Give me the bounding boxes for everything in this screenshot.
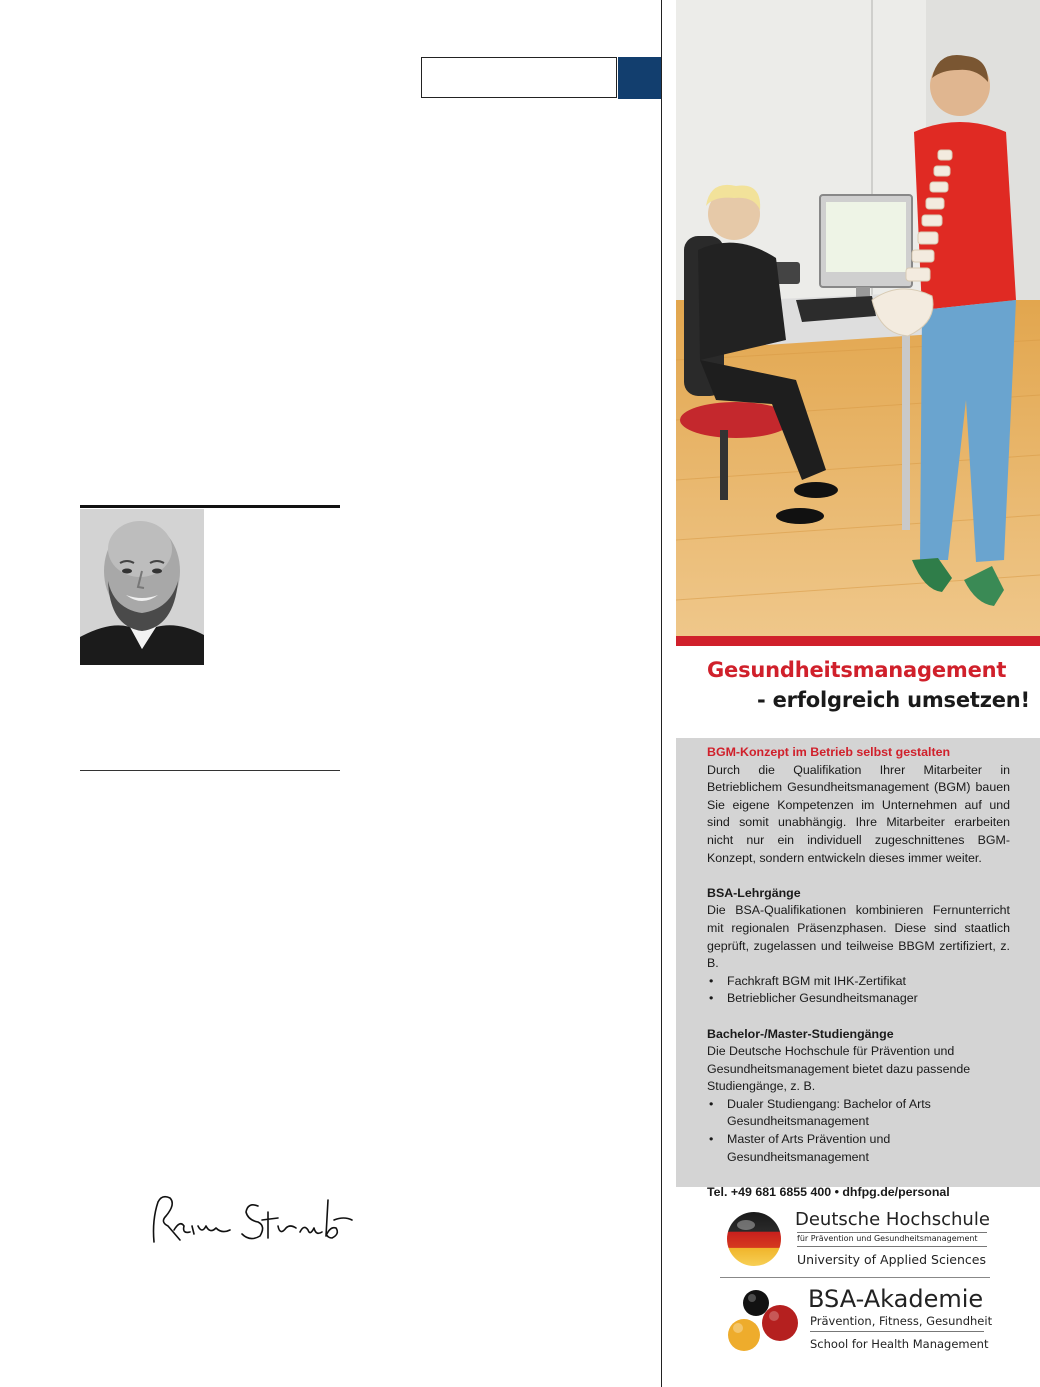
ad-section-text: Die BSA-Qualifikationen kombinieren Fernunterricht mit regionalen Präsenzphasen. Diese sind staatlich geprüft, zugelassen und teilweise BBGM zertifiziert, z. B. — [707, 903, 1010, 971]
ad-red-bar — [676, 636, 1040, 646]
ad-subheadline: - erfolgreich umsetzen! — [757, 688, 1030, 712]
ad-section-text: Durch die Qualifikation Ihrer Mitarbeiter in Betrieblichem Gesundheitsmanagement (BGM) bauen Sie eigene Kompetenzen im Unternehmen auf und sind somit unabhängig. Ihre Mitarbeiter erarbeiten nicht nur ein individuell zugeschnittenes BGM-Konzept, sondern entwickeln dieses immer weiter. — [707, 762, 1010, 865]
author-portrait — [80, 509, 204, 665]
portrait-bottom-rule — [80, 770, 340, 771]
ad-info-box — [676, 738, 1040, 1199]
logo-separator — [720, 1277, 990, 1278]
dh-logo-sub: University of Applied Sciences — [797, 1252, 986, 1267]
bsa-logo — [722, 1283, 992, 1355]
ad-section-text: Die Deutsche Hochschule für Prävention und Gesundheitsmanagement bietet dazu passende Studiengänge, z. B. — [707, 1044, 971, 1094]
bsa-logo-name: BSA-Akademie — [808, 1285, 984, 1313]
dh-logo-tagline: für Prävention und Gesundheitsmanagement — [797, 1234, 978, 1243]
dh-logo-name: Deutsche Hochschule — [795, 1209, 990, 1230]
handwritten-signature — [140, 1190, 360, 1260]
page-divider — [661, 0, 662, 1387]
ad-bullet: • Master of Arts Prävention und Gesundheitsmanagement — [707, 1131, 1010, 1166]
ad-bullet: • Dualer Studiengang: Bachelor of Arts Gesundheitsmanagement — [707, 1096, 1010, 1131]
search-button[interactable] — [618, 57, 661, 99]
ad-photo — [676, 0, 1040, 636]
dh-logo — [722, 1205, 992, 1271]
ad-bullet: • Betrieblicher Gesundheitsmanager — [707, 990, 1010, 1008]
ad-contact[interactable]: Tel. +49 681 6855 400 • dhfpg.de/personal — [707, 1184, 950, 1199]
ad-section-title: BSA-Lehrgänge — [707, 885, 801, 900]
ad-section-bsa — [707, 885, 1010, 1008]
ad-section-bgm — [707, 744, 1010, 867]
search-input[interactable] — [421, 57, 617, 98]
ad-section-title: Bachelor-/Master-Studiengänge — [707, 1026, 894, 1041]
ad-section-title: BGM-Konzept im Betrieb selbst gestalten — [707, 745, 951, 759]
ad-bullet-list — [707, 1096, 1010, 1166]
ad-bullet-list — [707, 973, 1010, 1008]
portrait-top-rule — [80, 505, 340, 508]
bsa-logo-tagline: Prävention, Fitness, Gesundheit — [810, 1314, 993, 1328]
bsa-logo-sub: School for Health Management — [810, 1337, 989, 1351]
ad-headline: Gesundheitsmanagement — [707, 658, 1007, 682]
dh-sphere-icon — [724, 1209, 784, 1269]
ad-section-studies — [707, 1026, 1010, 1167]
bsa-spheres-icon — [724, 1283, 804, 1355]
ad-bullet: • Fachkraft BGM mit IHK-Zertifikat — [707, 973, 1010, 991]
